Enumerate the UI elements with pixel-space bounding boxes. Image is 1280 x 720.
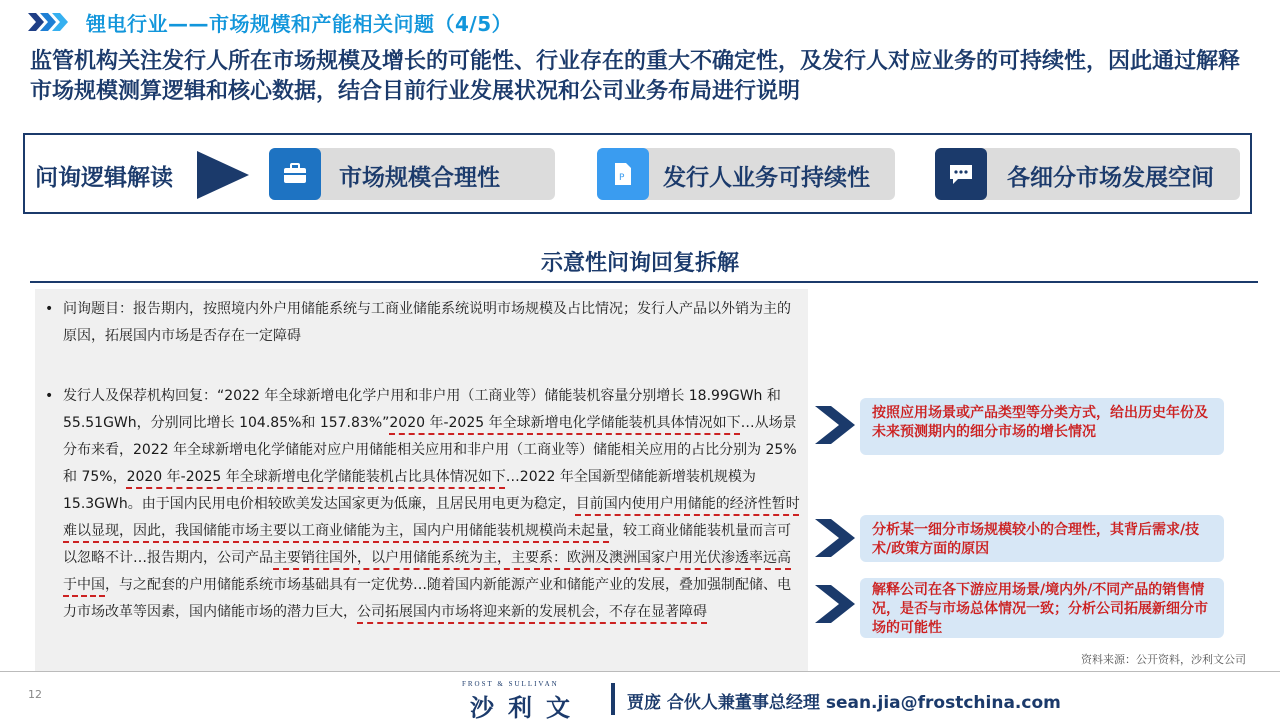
page-number: 12 [28, 688, 42, 701]
logic-pill-label: 发行人业务可持续性 [663, 165, 870, 191]
slide-title: 锂电行业——市场规模和产能相关问题（4/5） [86, 11, 513, 36]
answer-segment: 发行人及保荐机构回复：“2022 年全球新增电化学户用和非户用（工商业等）储能装机容量分别增长 18.99GWh 和 55.51GWh，分别同比增长 104.85%和 157.83%” [63, 388, 781, 431]
answer-segment: …2022 年全国新型储能新增装机规模为 15.3GWh。由于国内民用电价相较欧美发达国家更为低廉，且居民用电更为稳定， [63, 469, 756, 512]
logic-pill-label: 各细分市场发展空间 [1007, 165, 1214, 191]
footer-separator [611, 683, 615, 715]
callout-growth: 按照应用场景或产品类型等分类方式，给出历史年份及未来预测期内的细分市场的增长情况 [860, 398, 1224, 455]
answer-bullet [43, 383, 804, 626]
callout-small-segment: 分析某一细分市场规模较小的合理性，其背后需求/技术/政策方面的原因 [860, 515, 1224, 562]
answer-segment: …从场景分布来看，2022 年全球新增电化学储能对应户用储能相关应用和非户用（工商业等）储能相关应用的占比分别为 25%和 75%， [63, 415, 797, 485]
briefcase-icon [269, 148, 321, 200]
right-arrow-icon [197, 151, 249, 199]
section-divider [30, 281, 1258, 283]
lead-statement: 监管机构关注发行人所在市场规模及增长的可能性、行业存在的重大不确定性，及发行人对应业务的可持续性，因此通过解释市场规模测算逻辑和核心数据，结合目前行业发展状况和公司业务布局进行说明 [30, 49, 1241, 104]
answer-highlight: 目前国内使用户用储能的经济性暂时难以显现，因此，我国储能市场主要以工商业储能为主，国内户用储能装机规模尚未起量 [63, 496, 800, 539]
source-note: 资料来源：公开资料，沙利文公司 [1081, 653, 1246, 666]
chat-bubble-icon [935, 148, 987, 200]
callout-arrow-icon [815, 406, 855, 444]
logic-pill-label: 市场规模合理性 [339, 165, 500, 191]
document-icon [597, 148, 649, 200]
logic-pill-segment-space [935, 148, 1240, 200]
question-text: 问询题目：报告期内，按照境内外户用储能系统与工商业储能系统说明市场规模及占比情况；发行人产品以外销为主的原因，拓展国内市场是否存在一定障碍 [63, 301, 791, 344]
answer-highlight: 主要销往国外，以户用储能系统为主，主要系：欧洲及澳洲国家户用光伏渗透率远高于中国 [63, 550, 791, 593]
footer-divider [0, 671, 1280, 672]
inquiry-logic-box [23, 133, 1252, 214]
svg-text:P: P [619, 173, 625, 183]
qa-panel [35, 289, 808, 671]
answer-segment: ，与之配套的户用储能系统市场基础具有一定优势…随着国内新能源产业和储能产业的发展，叠加强制配储、电力市场改革等因素，国内储能市场的潜力巨大， [63, 577, 791, 620]
callout-arrow-icon [815, 519, 855, 557]
logic-pill-sustainability [597, 148, 895, 200]
callout-sales-consistency: 解释公司在各下游应用场景/境内外/不同产品的销售情况，是否与市场总体情况一致；分析公司拓展新细分市场的可能性 [860, 578, 1224, 638]
answer-highlight: 2020 年-2025 年全球新增电化学储能装机占比具体情况如下 [126, 469, 506, 485]
answer-highlight: 公司拓展国内市场将迎来新的发展机会，不存在显著障碍 [357, 604, 707, 620]
callout-arrow-icon [815, 585, 855, 623]
section-title: 示意性问询回复拆解 [540, 251, 739, 276]
slide-header [28, 8, 512, 36]
bullet-icon: • [45, 301, 54, 317]
contact-info: 贾庞 合伙人兼董事总经理 sean.jia@frostchina.com [627, 693, 1061, 713]
inquiry-logic-label: 问询逻辑解读 [35, 165, 173, 191]
bullet-icon: • [45, 388, 54, 404]
question-bullet [43, 296, 804, 350]
logo: 沙利文 [470, 694, 584, 720]
logic-pill-market-size [269, 148, 555, 200]
answer-segment: ，较工商业储能装机量而言可以忽略不计…报告期内，公司产品 [63, 523, 791, 566]
answer-highlight: 2020 年-2025 年全球新增电化学储能装机具体情况如下 [389, 415, 741, 431]
chevron-arrows-icon [28, 13, 64, 31]
logo-wordmark: FROST & SULLIVAN [462, 680, 559, 688]
